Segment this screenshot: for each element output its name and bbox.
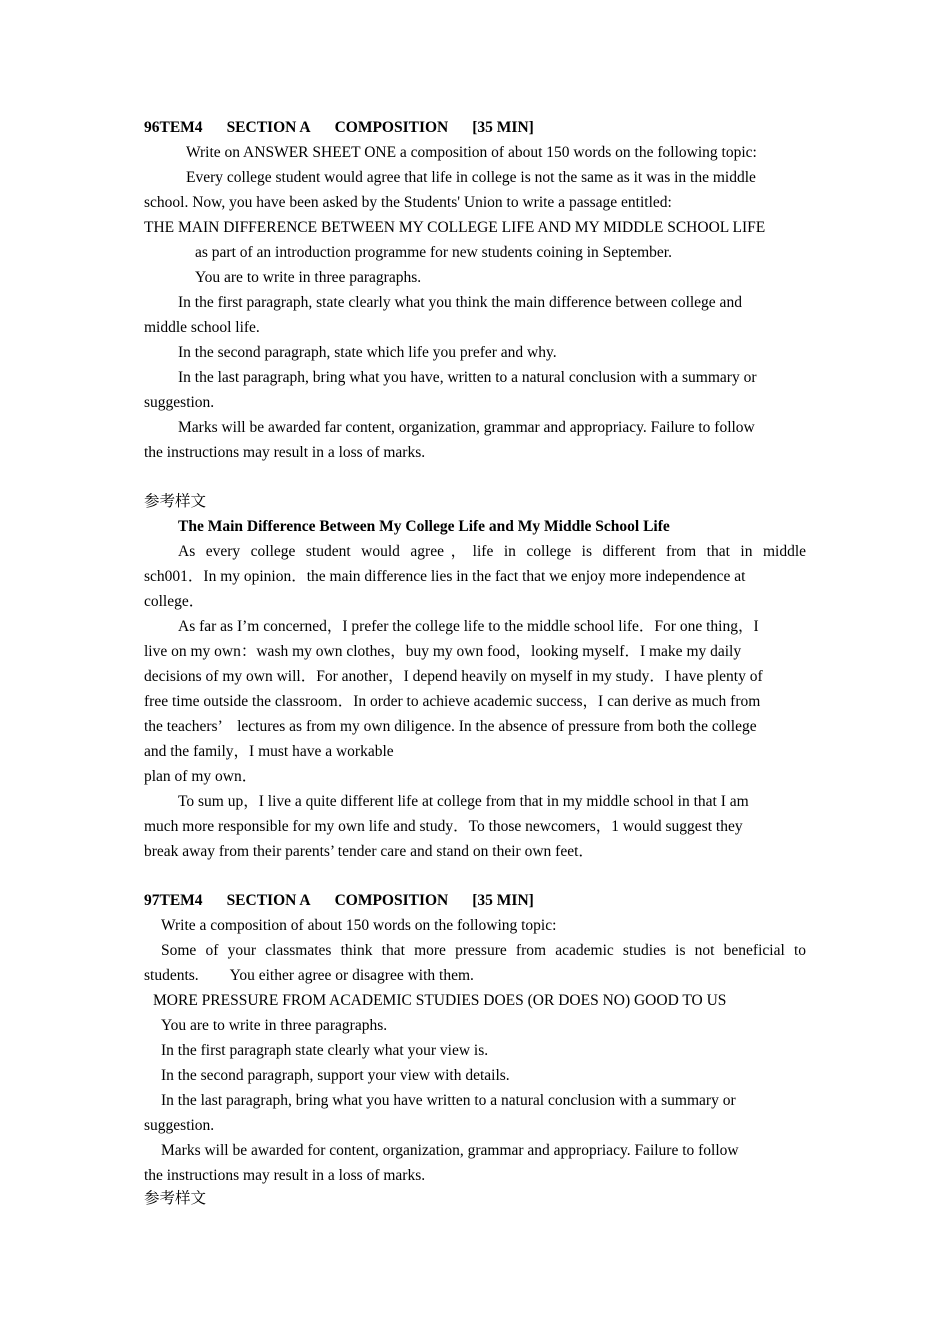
- essay-line: To sum up，I live a quite different life at college from that in my middle school in that I am: [178, 793, 749, 810]
- instruction-line: suggestion.: [144, 394, 215, 411]
- essay-line: live on my own：wash my own clothes，buy my own food，looking myself．I make my daily: [144, 643, 742, 660]
- essay-line: and the family，I must have a workable: [144, 743, 394, 760]
- section-label: SECTION A: [226, 892, 311, 909]
- instruction-line: In the second paragraph, state which life you prefer and why.: [178, 344, 557, 361]
- essay-line: much more responsible for my own life and study．To those newcomers，1 would suggest they: [144, 818, 743, 835]
- instruction-line: school. Now, you have been asked by the Students' Union to write a passage entitled:: [144, 194, 672, 211]
- essay-line: the teachers’ lectures as from my own diligence. In the absence of pressure from both the college: [144, 718, 757, 735]
- essay-line: decisions of my own will．For another，I depend heavily on myself in my study．I have plenty of: [144, 668, 763, 685]
- instruction-line: In the second paragraph, support your view with details.: [161, 1067, 510, 1084]
- instruction-line: Every college student would agree that life in college is not the same as it was in the middle: [186, 169, 756, 186]
- instruction-line: the instructions may result in a loss of marks.: [144, 1167, 426, 1184]
- instruction-line: students. You either agree or disagree with them.: [144, 967, 474, 984]
- instruction-line: In the last paragraph, bring what you have, written to a natural conclusion with a summary or: [178, 369, 757, 386]
- essay-line: plan of my own．: [144, 768, 258, 785]
- instruction-line: Marks will be awarded for content, organization, grammar and appropriacy. Failure to follow: [161, 1142, 739, 1159]
- instruction-line: In the first paragraph, state clearly what you think the main difference between college and: [178, 294, 742, 311]
- exam-code: 96TEM4: [144, 119, 203, 136]
- section-title: COMPOSITION: [334, 892, 449, 909]
- instruction-line: In the first paragraph state clearly what your view is.: [161, 1042, 489, 1059]
- instruction-line: Write a composition of about 150 words on the following topic:: [161, 917, 557, 934]
- section-heading-97: [144, 891, 534, 911]
- topic-title-line: MORE PRESSURE FROM ACADEMIC STUDIES DOES (OR DOES NO) GOOD TO US: [153, 992, 727, 1009]
- essay-line: As far as I’m concerned，I prefer the college life to the middle school life．For one thing，I: [178, 618, 759, 635]
- section-label: SECTION A: [226, 119, 311, 136]
- essay-line: break away from their parents’ tender care and stand on their own feet．: [144, 843, 594, 860]
- sample-essay-label: 参考样文: [144, 493, 207, 510]
- section-title: COMPOSITION: [334, 119, 449, 136]
- essay-line: As every college student would agree，life in college is different from that in middle: [178, 543, 806, 560]
- instruction-line: You are to write in three paragraphs.: [195, 269, 422, 286]
- instruction-line: Marks will be awarded far content, organization, grammar and appropriacy. Failure to follow: [178, 419, 755, 436]
- topic-title-line: THE MAIN DIFFERENCE BETWEEN MY COLLEGE LIFE AND MY MIDDLE SCHOOL LIFE: [144, 219, 766, 236]
- instruction-line: the instructions may result in a loss of marks.: [144, 444, 426, 461]
- essay-line: free time outside the classroom．In order to achieve academic success，I can derive as much from: [144, 693, 761, 710]
- essay-line: college．: [144, 593, 205, 610]
- instruction-line: In the last paragraph, bring what you have written to a natural conclusion with a summary or: [161, 1092, 736, 1109]
- instruction-line: You are to write in three paragraphs.: [161, 1017, 388, 1034]
- section-heading-96: [144, 118, 534, 138]
- instruction-line: as part of an introduction programme for new students coining in September.: [195, 244, 672, 261]
- instruction-line: middle school life.: [144, 319, 260, 336]
- sample-essay-label: 参考样文: [144, 1190, 207, 1207]
- time-limit: [35 MIN]: [472, 892, 534, 909]
- instruction-line: Write on ANSWER SHEET ONE a composition of about 150 words on the following topic:: [186, 144, 757, 161]
- instruction-line: Some of your classmates think that more pressure from academic studies is not beneficial to: [161, 942, 806, 959]
- instruction-line: suggestion.: [144, 1117, 215, 1134]
- essay-line: sch001．In my opinion．the main difference lies in the fact that we enjoy more independence at: [144, 568, 746, 585]
- exam-code: 97TEM4: [144, 892, 203, 909]
- essay-title: The Main Difference Between My College Life and My Middle School Life: [178, 518, 670, 535]
- time-limit: [35 MIN]: [472, 119, 534, 136]
